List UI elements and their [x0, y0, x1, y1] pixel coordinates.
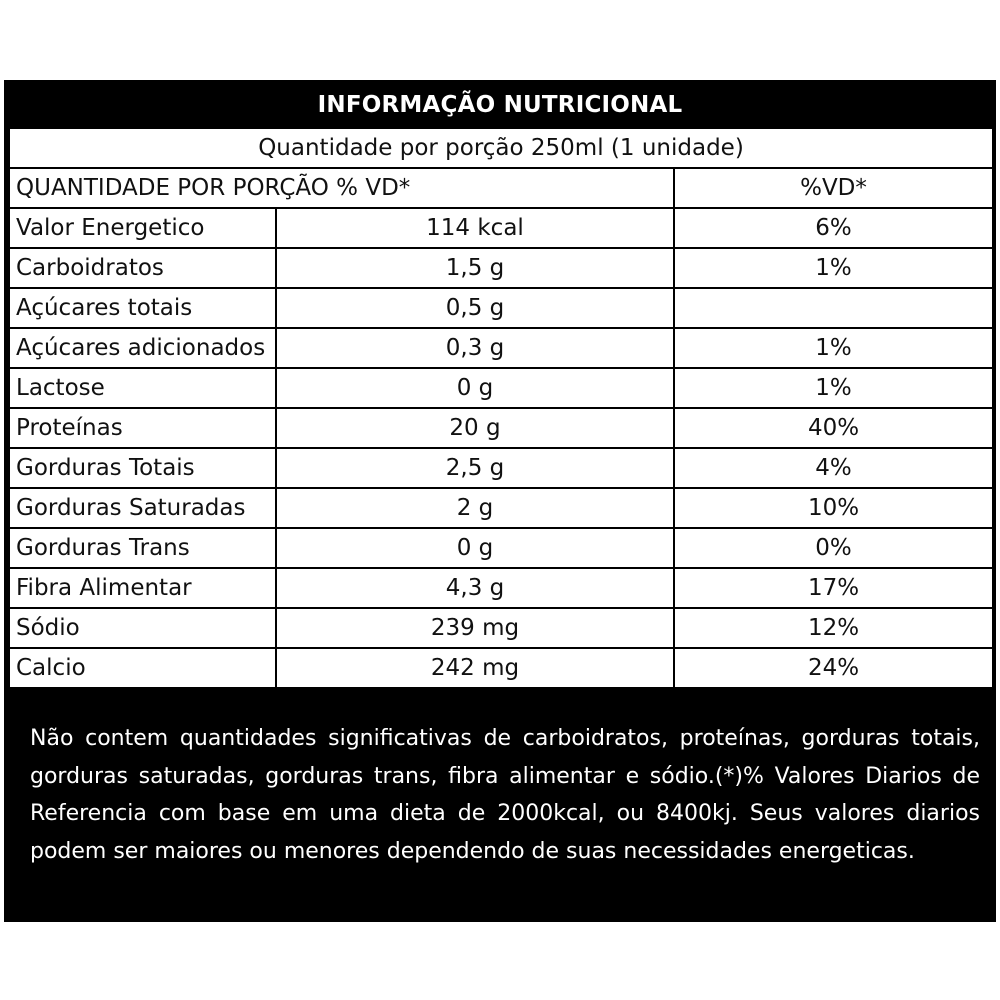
nutrient-daily-value: 40%	[674, 408, 993, 448]
serving-row	[9, 128, 993, 168]
nutrient-name: Valor Energetico	[9, 208, 276, 248]
nutrition-facts-panel	[4, 80, 996, 922]
nutrient-quantity: 239 mg	[276, 608, 674, 648]
nutrient-quantity: 1,5 g	[276, 248, 674, 288]
nutrient-quantity: 242 mg	[276, 648, 674, 688]
nutrient-name: Gorduras Totais	[9, 448, 276, 488]
nutrient-row	[9, 608, 993, 648]
nutrient-daily-value: 1%	[674, 368, 993, 408]
nutrient-row	[9, 288, 993, 328]
nutrient-quantity: 0,5 g	[276, 288, 674, 328]
nutrient-quantity: 2 g	[276, 488, 674, 528]
nutrient-daily-value: 12%	[674, 608, 993, 648]
nutrient-name: Açúcares totais	[9, 288, 276, 328]
nutrient-row	[9, 208, 993, 248]
nutrient-quantity: 0 g	[276, 528, 674, 568]
nutrient-name: Sódio	[9, 608, 276, 648]
nutrient-row	[9, 328, 993, 368]
nutrient-row	[9, 488, 993, 528]
nutrient-name: Açúcares adicionados	[9, 328, 276, 368]
nutrient-quantity: 20 g	[276, 408, 674, 448]
nutrient-row	[9, 648, 993, 688]
nutrient-row	[9, 408, 993, 448]
nutrient-daily-value: 24%	[674, 648, 993, 688]
nutrition-table	[8, 127, 994, 689]
nutrient-quantity: 2,5 g	[276, 448, 674, 488]
nutrient-daily-value: 6%	[674, 208, 993, 248]
footnote-text: Não contem quantidades significativas de carboidratos, proteínas, gorduras totais, gorduras saturadas, gorduras trans, fibra alimentar e sódio.(*)% Valores Diarios de Referencia com base em uma dieta de 2000kcal, ou 8400kj. Seus valores diarios podem ser maiores ou menores dependendo de suas necessidades energeticas.	[30, 726, 980, 864]
nutrient-quantity: 4,3 g	[276, 568, 674, 608]
nutrient-quantity: 0,3 g	[276, 328, 674, 368]
header-row	[9, 168, 993, 208]
nutrient-quantity: 114 kcal	[276, 208, 674, 248]
nutrient-daily-value: 4%	[674, 448, 993, 488]
nutrient-daily-value: 1%	[674, 328, 993, 368]
nutrient-name: Gorduras Trans	[9, 528, 276, 568]
nutrient-row	[9, 568, 993, 608]
nutrient-row	[9, 248, 993, 288]
nutrient-name: Gorduras Saturadas	[9, 488, 276, 528]
nutrient-row	[9, 448, 993, 488]
nutrient-row	[9, 368, 993, 408]
nutrient-name: Calcio	[9, 648, 276, 688]
nutrient-daily-value: 10%	[674, 488, 993, 528]
nutrition-title: INFORMAÇÃO NUTRICIONAL	[317, 91, 683, 118]
serving-size: Quantidade por porção 250ml (1 unidade)	[9, 128, 993, 168]
nutrient-daily-value	[674, 288, 993, 328]
nutrient-daily-value: 17%	[674, 568, 993, 608]
nutrient-name: Fibra Alimentar	[9, 568, 276, 608]
header-quantity: QUANTIDADE POR PORÇÃO % VD*	[9, 168, 674, 208]
nutrient-name: Carboidratos	[9, 248, 276, 288]
nutrient-daily-value: 0%	[674, 528, 993, 568]
header-vd: %VD*	[674, 168, 993, 208]
nutrient-name: Lactose	[9, 368, 276, 408]
nutrient-daily-value: 1%	[674, 248, 993, 288]
nutrient-quantity: 0 g	[276, 368, 674, 408]
nutrient-name: Proteínas	[9, 408, 276, 448]
nutrient-row	[9, 528, 993, 568]
